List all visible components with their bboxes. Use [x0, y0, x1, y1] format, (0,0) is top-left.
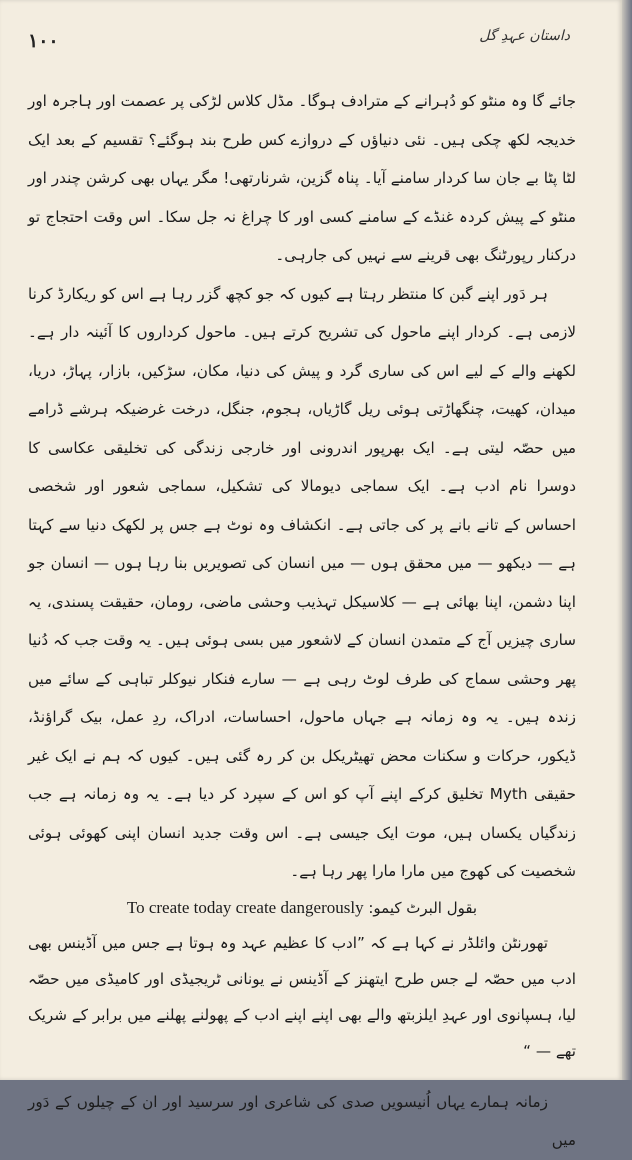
- quote-english: To create today create dangerously: [126, 897, 364, 917]
- page-body: [28, 82, 576, 1160]
- page-header: [28, 28, 570, 62]
- paragraph-1: جائے گا وہ منٹو کو دُہرانے کے مترادف ہوگا۔ مڈل کلاس لڑکی پر عصمت اور ہاجرہ اور خدیجہ لکھ چکی ہیں۔ نئی دنیاؤں کے دروازے کس طرح بند ہوگئے؟ تقسیم کے بعد ایک لٹا پٹا بے جان سا کردار سامنے آیا۔ پناہ گزین، شرنارتھی! مگر یہاں بھی کرشن چندر اور منٹو کے پیش کردہ غنڈے کے سامنے کسی اور کا چراغ نہ جل سکا۔ اس وقت احتجاج تو درکنار رپورٹنگ بھی قرینے سے نہیں کی جارہی۔: [28, 92, 576, 264]
- paragraph-4: زمانہ ہمارے یہاں اُنیسویں صدی کی شاعری اور سرسید اور ان کے چیلوں کے دَور میں: [28, 1092, 576, 1149]
- camus-quote: [28, 891, 576, 925]
- running-head: داستان عہدِ گل: [479, 28, 570, 44]
- paragraph-2: ہر دَور اپنے گبن کا منتظر رہتا ہے کیوں کہ جو کچھ گزر رہا ہے اس کو ریکارڈ کرنا لازمی ہے۔ کردار اپنے ماحول کی تشریح کرتے ہیں۔ ماحول کرداروں کا آئینہ دار ہے۔ لکھنے والے کے لیے اس کی ساری گرد و پیش کی دنیا، مکان، سڑکیں، بازار، پہاڑ، دریا، میدان، کھیت، چنگھاڑتی ہوئی ریل گاڑیاں، ہجوم، جنگل، درخت غرضیکہ ہرشے ڈرامے میں حصّہ لیتی ہے۔ ایک بھرپور اندرونی اور خارجی زندگی کی تخلیقی عکاسی کا دوسرا نام ادب ہے۔ ایک سماجی دیومالا کی تشکیل، سماجی شعور اور شخصی احساس کے تانے بانے پر کی جاتی ہے۔ انکشاف وہ نوٹ ہے جس پر لکھک دنیا سے کہتا ہے — دیکھو — میں محقق ہوں — میں انسان کی تصویریں بنا رہا ہوں — انسان جو اپنا دشمن، اپنا بھائی ہے — کلاسیکل تہذیب وحشی ماضی، رومان، حقیقت پسندی، یہ ساری چیزیں آج کے متمدن انسان کے لاشعور میں بسی ہوئی ہیں۔ یہ وقت جب کہ دُنیا پھر وحشی سماج کی طرف لوٹ رہی ہے — سارے فنکار نیوکلر تباہی کے سائے میں زندہ ہیں۔ یہ وہ زمانہ ہے جہاں ماحول، احساسات، ادراک، ردِ عمل، بیک گراؤنڈ، ڈیکور، حرکات و سکنات محض تھیٹریکل بن کر رہ گئی ہیں۔ کیوں کہ ہم نے ایک غیر حقیقی Myth تخلیق کرکے اپنے آپ کو اس کے سپرد کر دیا ہے۔ یہ وہ زمانہ ہے جب زندگیاں یکساں ہیں، موت ایک جیسی ہے۔ اس وقت جدید انسان اپنی کھوئی ہوئی شخصیت کی کھوج میں مارا مارا پھر رہا ہے۔: [28, 284, 576, 880]
- page-number: ۱۰۰: [28, 30, 59, 52]
- page-edge: [622, 0, 632, 1080]
- paragraph-3-wilder-quote: تھورنٹن وائلڈر نے کہا ہے کہ ”ادب کا عظیم عہد وہ ہوتا ہے جس میں آڈینس بھی ادب میں حصّہ لے جس طرح ایتھنز کے آڈینس نے یونانی ٹریجیڈی اور کامیڈی میں حصّہ لیا، ہسپانوی اور عہدِ ایلزبتھ والے بھی اپنے اپنے ادب کے پھولنے پھلنے میں برابر کے شریک تھے — “: [28, 933, 576, 1060]
- quote-intro: بقول البرٹ کیمو:: [368, 898, 478, 917]
